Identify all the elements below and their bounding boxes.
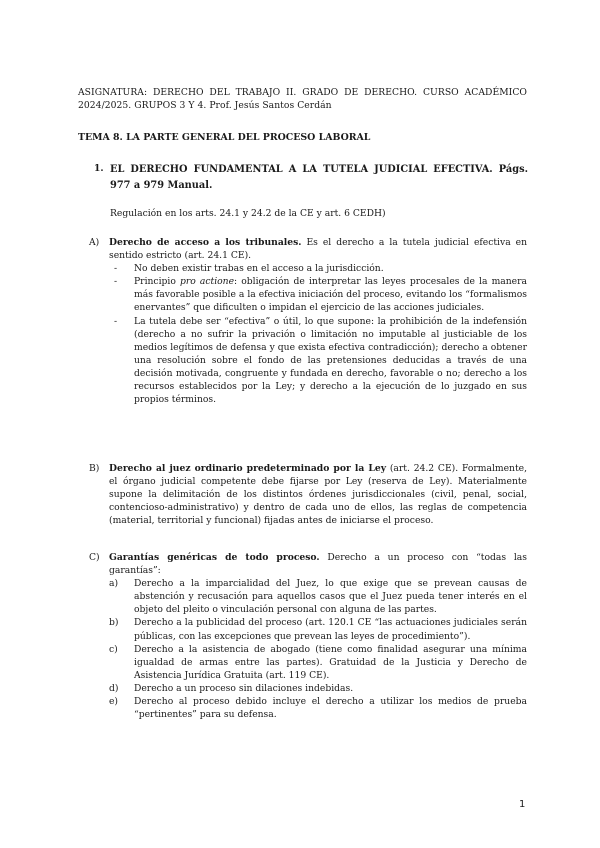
block-b-title: Derecho al juez ordinario predeterminado por la Ley <box>109 463 387 474</box>
course-header: ASIGNATURA: DERECHO DEL TRABAJO II. GRADO DE DERECHO. CURSO ACADÉMICO 2024/2025. GRUPOS 3 Y 4. Prof. Jesús Santos Cerdán <box>78 87 527 112</box>
list-item <box>109 315 527 407</box>
list-item-text: : obligación de interpretar las leyes procesales de la manera más favorable posible a la efectiva iniciación del proceso, evitando los “formalismos enervantes” que dificulten o impidan el ejercicio de las acciones judiciales. <box>134 276 527 314</box>
block-c-text: Derecho a un proceso con “todas las garantías”: <box>109 552 527 577</box>
list-marker: e) <box>109 696 119 708</box>
list-item-text: Principio <box>134 276 180 288</box>
block-a-text: Es el derecho a la tutela judicial efectiva en sentido estricto (art. 24.1 CE). <box>109 237 527 262</box>
block-c-title: Garantías genéricas de todo proceso. <box>109 552 320 563</box>
block-c-body <box>109 551 527 721</box>
list-marker: d) <box>109 682 119 694</box>
list-item-text: La tutela debe ser “efectiva” o útil, lo que supone: la prohibición de la indefensión (derecho a no sufrir la privación o limitación no imputable al justiciable de los medios legítimos de defensa y que exista efectiva contradicción); derecho a obtener una resolución sobre el fondo de las pretensiones deducidas a través de una decisión motivada, congruente y fundada en derecho, favorable o no; derecho a los recursos establecidos por la Ley; y derecho a la ejecución de lo juzgado en sus propios términos. <box>134 315 527 406</box>
list-item-text: Derecho a la asistencia de abogado (tiene como finalidad asegurar una mínima igualdad de armas entre las partes). Gratuidad de la Justicia y Derecho de Asistencia Jurídica Gratuita (art. 119 CE). <box>134 643 527 681</box>
block-a-list <box>109 262 527 406</box>
list-item-text: Derecho a la imparcialidad del Juez, lo que exige que se prevean causas de abstención y recusación para aquellos casos que el Juez pueda tener interés en el objeto del pleito o vinculación personal con alguna de las partes. <box>134 578 527 616</box>
list-marker: b) <box>109 617 119 629</box>
section-1-number: 1. <box>94 163 104 174</box>
block-c-list <box>109 577 527 721</box>
block-a-letter: A) <box>89 237 100 248</box>
list-item-text: Derecho a la publicidad del proceso (art. 120.1 CE “las actuaciones judiciales serán públicas, con las excepciones que prevean las leyes de procedimiento”). <box>134 617 527 642</box>
list-item <box>109 577 527 616</box>
page-number: 1 <box>519 799 526 810</box>
block-b-body <box>109 462 527 527</box>
block-a-body <box>109 236 527 406</box>
list-item-text: Derecho a un proceso sin dilaciones indebidas. <box>134 682 354 694</box>
list-item <box>109 275 527 314</box>
list-item <box>109 643 527 682</box>
pro-actione-term: pro actione <box>179 276 235 288</box>
list-marker: a) <box>109 578 119 590</box>
list-item <box>109 695 527 721</box>
list-marker: c) <box>109 643 118 655</box>
block-b-letter: B) <box>89 463 100 474</box>
tema-title: TEMA 8. LA PARTE GENERAL DEL PROCESO LABORAL <box>78 132 371 143</box>
list-item <box>109 682 527 695</box>
section-1-title: EL DERECHO FUNDAMENTAL A LA TUTELA JUDICIAL EFECTIVA. Págs. 977 a 979 Manual. <box>110 164 528 191</box>
list-item <box>109 616 527 642</box>
block-c-letter: C) <box>89 552 100 563</box>
block-a-title: Derecho de acceso a los tribunales. <box>109 237 302 248</box>
block-b-text: (art. 24.2 CE). Formalmente, el órgano judicial competente debe fijarse por Ley (reserva de Ley). Materialmente supone la delimitación de los distintos órdenes jurisdiccionales (civil, penal, social, contencioso-administrativo) y dentro de cada uno de ellos, las reglas de competencia (material, territorial y funcional) fijadas antes de iniciarse el proceso. <box>109 463 528 527</box>
list-item <box>109 262 527 275</box>
list-item-text: No deben existir trabas en el acceso a la jurisdicción. <box>134 263 384 275</box>
regulation-note: Regulación en los arts. 24.1 y 24.2 de la CE y art. 6 CEDH) <box>110 208 386 219</box>
list-item-text: Derecho al proceso debido incluye el derecho a utilizar los medios de prueba “pertinentes” para su defensa. <box>134 696 527 721</box>
